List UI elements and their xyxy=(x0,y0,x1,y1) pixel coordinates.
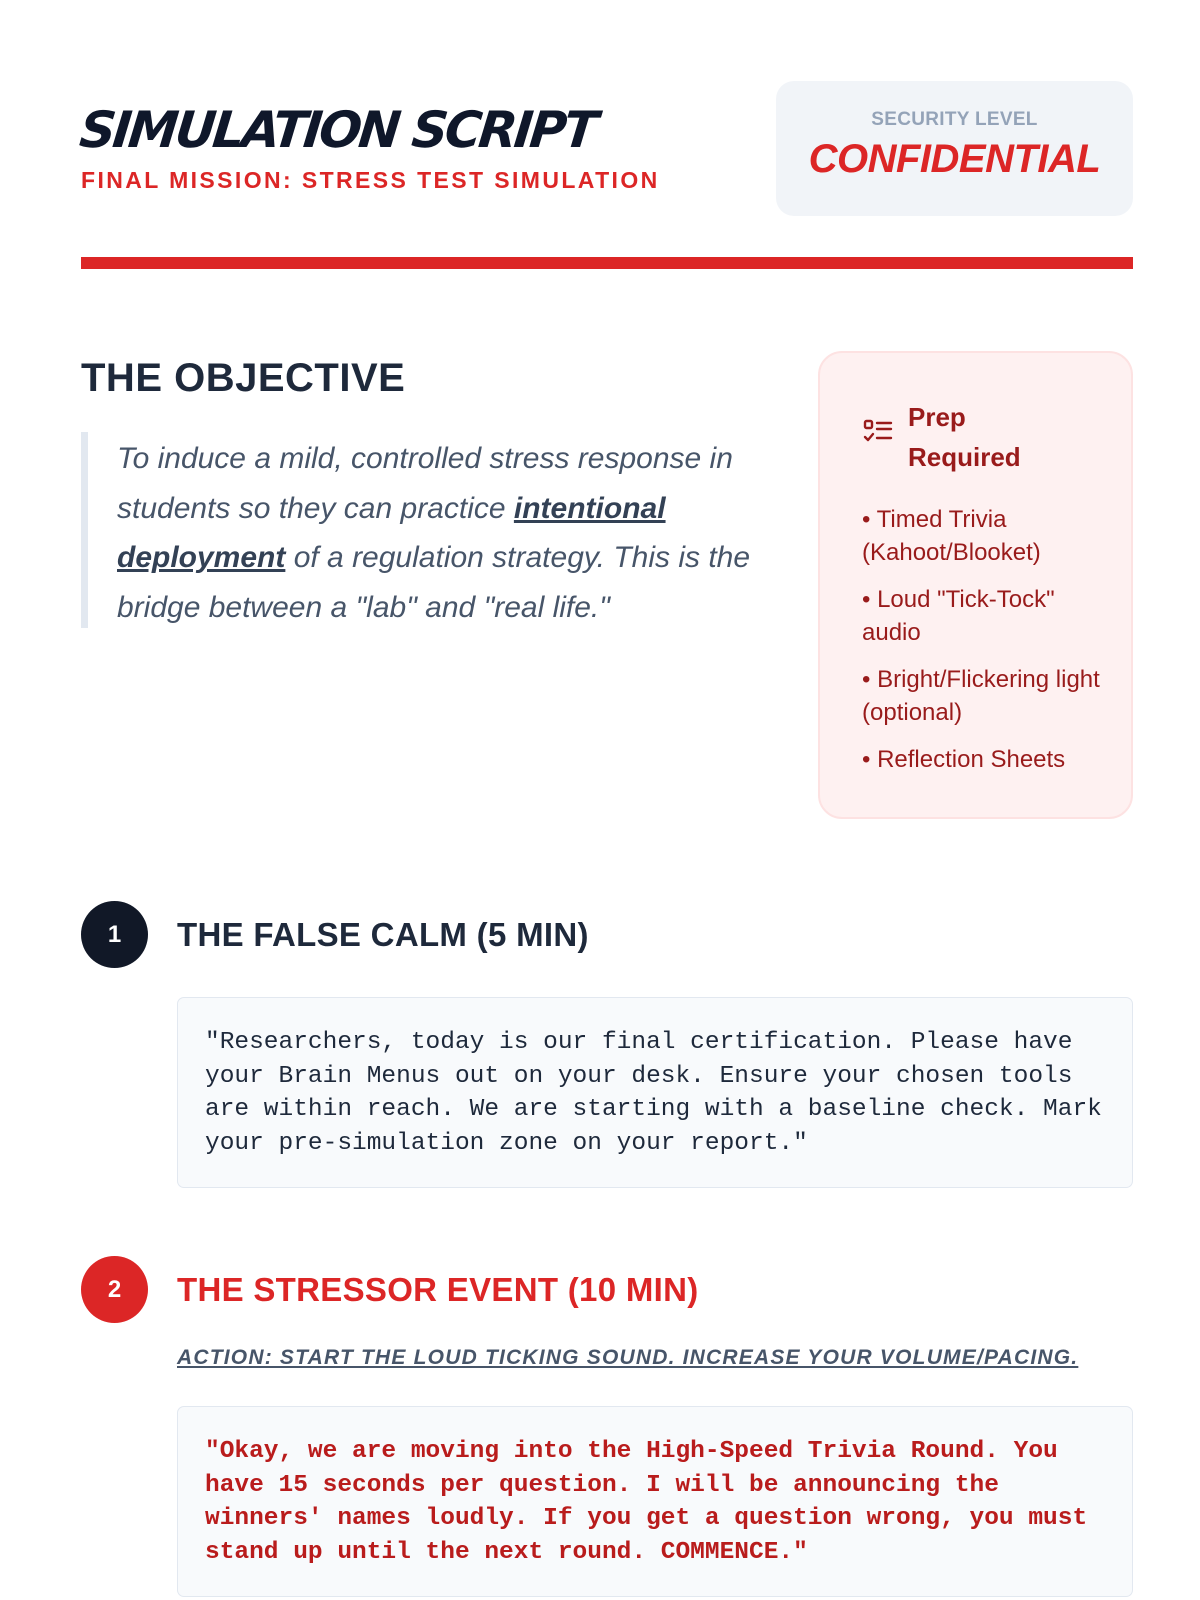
step-2-script-box: "Okay, we are moving into the High-Speed Trivia Round. You have 15 seconds per question. I will be announcing the winners' names loudly. If you get a question wrong, you must stand up until the next round. COMMENCE." xyxy=(177,1406,1133,1597)
prep-item: • Bright/Flickering light (optional) xyxy=(862,666,1100,726)
objective-quote xyxy=(81,432,781,628)
objective-emphasis: intentional deployment xyxy=(117,491,666,574)
step-2-number-badge: 2 xyxy=(81,1256,148,1323)
step-1-script-box: "Researchers, today is our final certification. Please have your Brain Menus out on your desk. Ensure your chosen tools are within reach. We are starting with a baseline check. Mark your pre-simulation zone on your report." xyxy=(177,997,1133,1188)
step-2-action-note: ACTION: START THE LOUD TICKING SOUND. INCREASE YOUR VOLUME/PACING. xyxy=(177,1346,1079,1369)
page-subtitle: FINAL MISSION: STRESS TEST SIMULATION xyxy=(81,167,660,193)
objective-text-end: of a regulation strategy. This is the bridge between a "lab" and "real life." xyxy=(117,541,751,624)
checklist-icon xyxy=(862,417,894,449)
security-level-value: CONFIDENTIAL xyxy=(808,137,1101,181)
step-1-number-badge: 1 xyxy=(81,901,148,968)
prep-header xyxy=(862,397,1101,477)
security-level-label: SECURITY LEVEL xyxy=(871,109,1038,130)
prep-title: Prep Required xyxy=(908,402,1021,472)
prep-item: • Loud "Tick-Tock" audio xyxy=(862,586,1055,646)
prep-item: • Timed Trivia (Kahoot/Blooket) xyxy=(862,506,1041,566)
step-2-title: THE STRESSOR EVENT (10 MIN) xyxy=(177,1271,699,1308)
header-divider xyxy=(81,257,1133,269)
page-title: SIMULATION SCRIPT xyxy=(76,101,598,159)
prep-item: • Reflection Sheets xyxy=(862,746,1066,773)
objective-text-start: To induce a mild, controlled stress response in students so they can practice xyxy=(117,442,733,525)
prep-list xyxy=(862,503,1101,776)
step-1-title: THE FALSE CALM (5 MIN) xyxy=(177,916,589,953)
security-level-badge xyxy=(776,81,1133,216)
objective-heading: THE OBJECTIVE xyxy=(81,356,406,400)
prep-required-card xyxy=(818,351,1133,819)
